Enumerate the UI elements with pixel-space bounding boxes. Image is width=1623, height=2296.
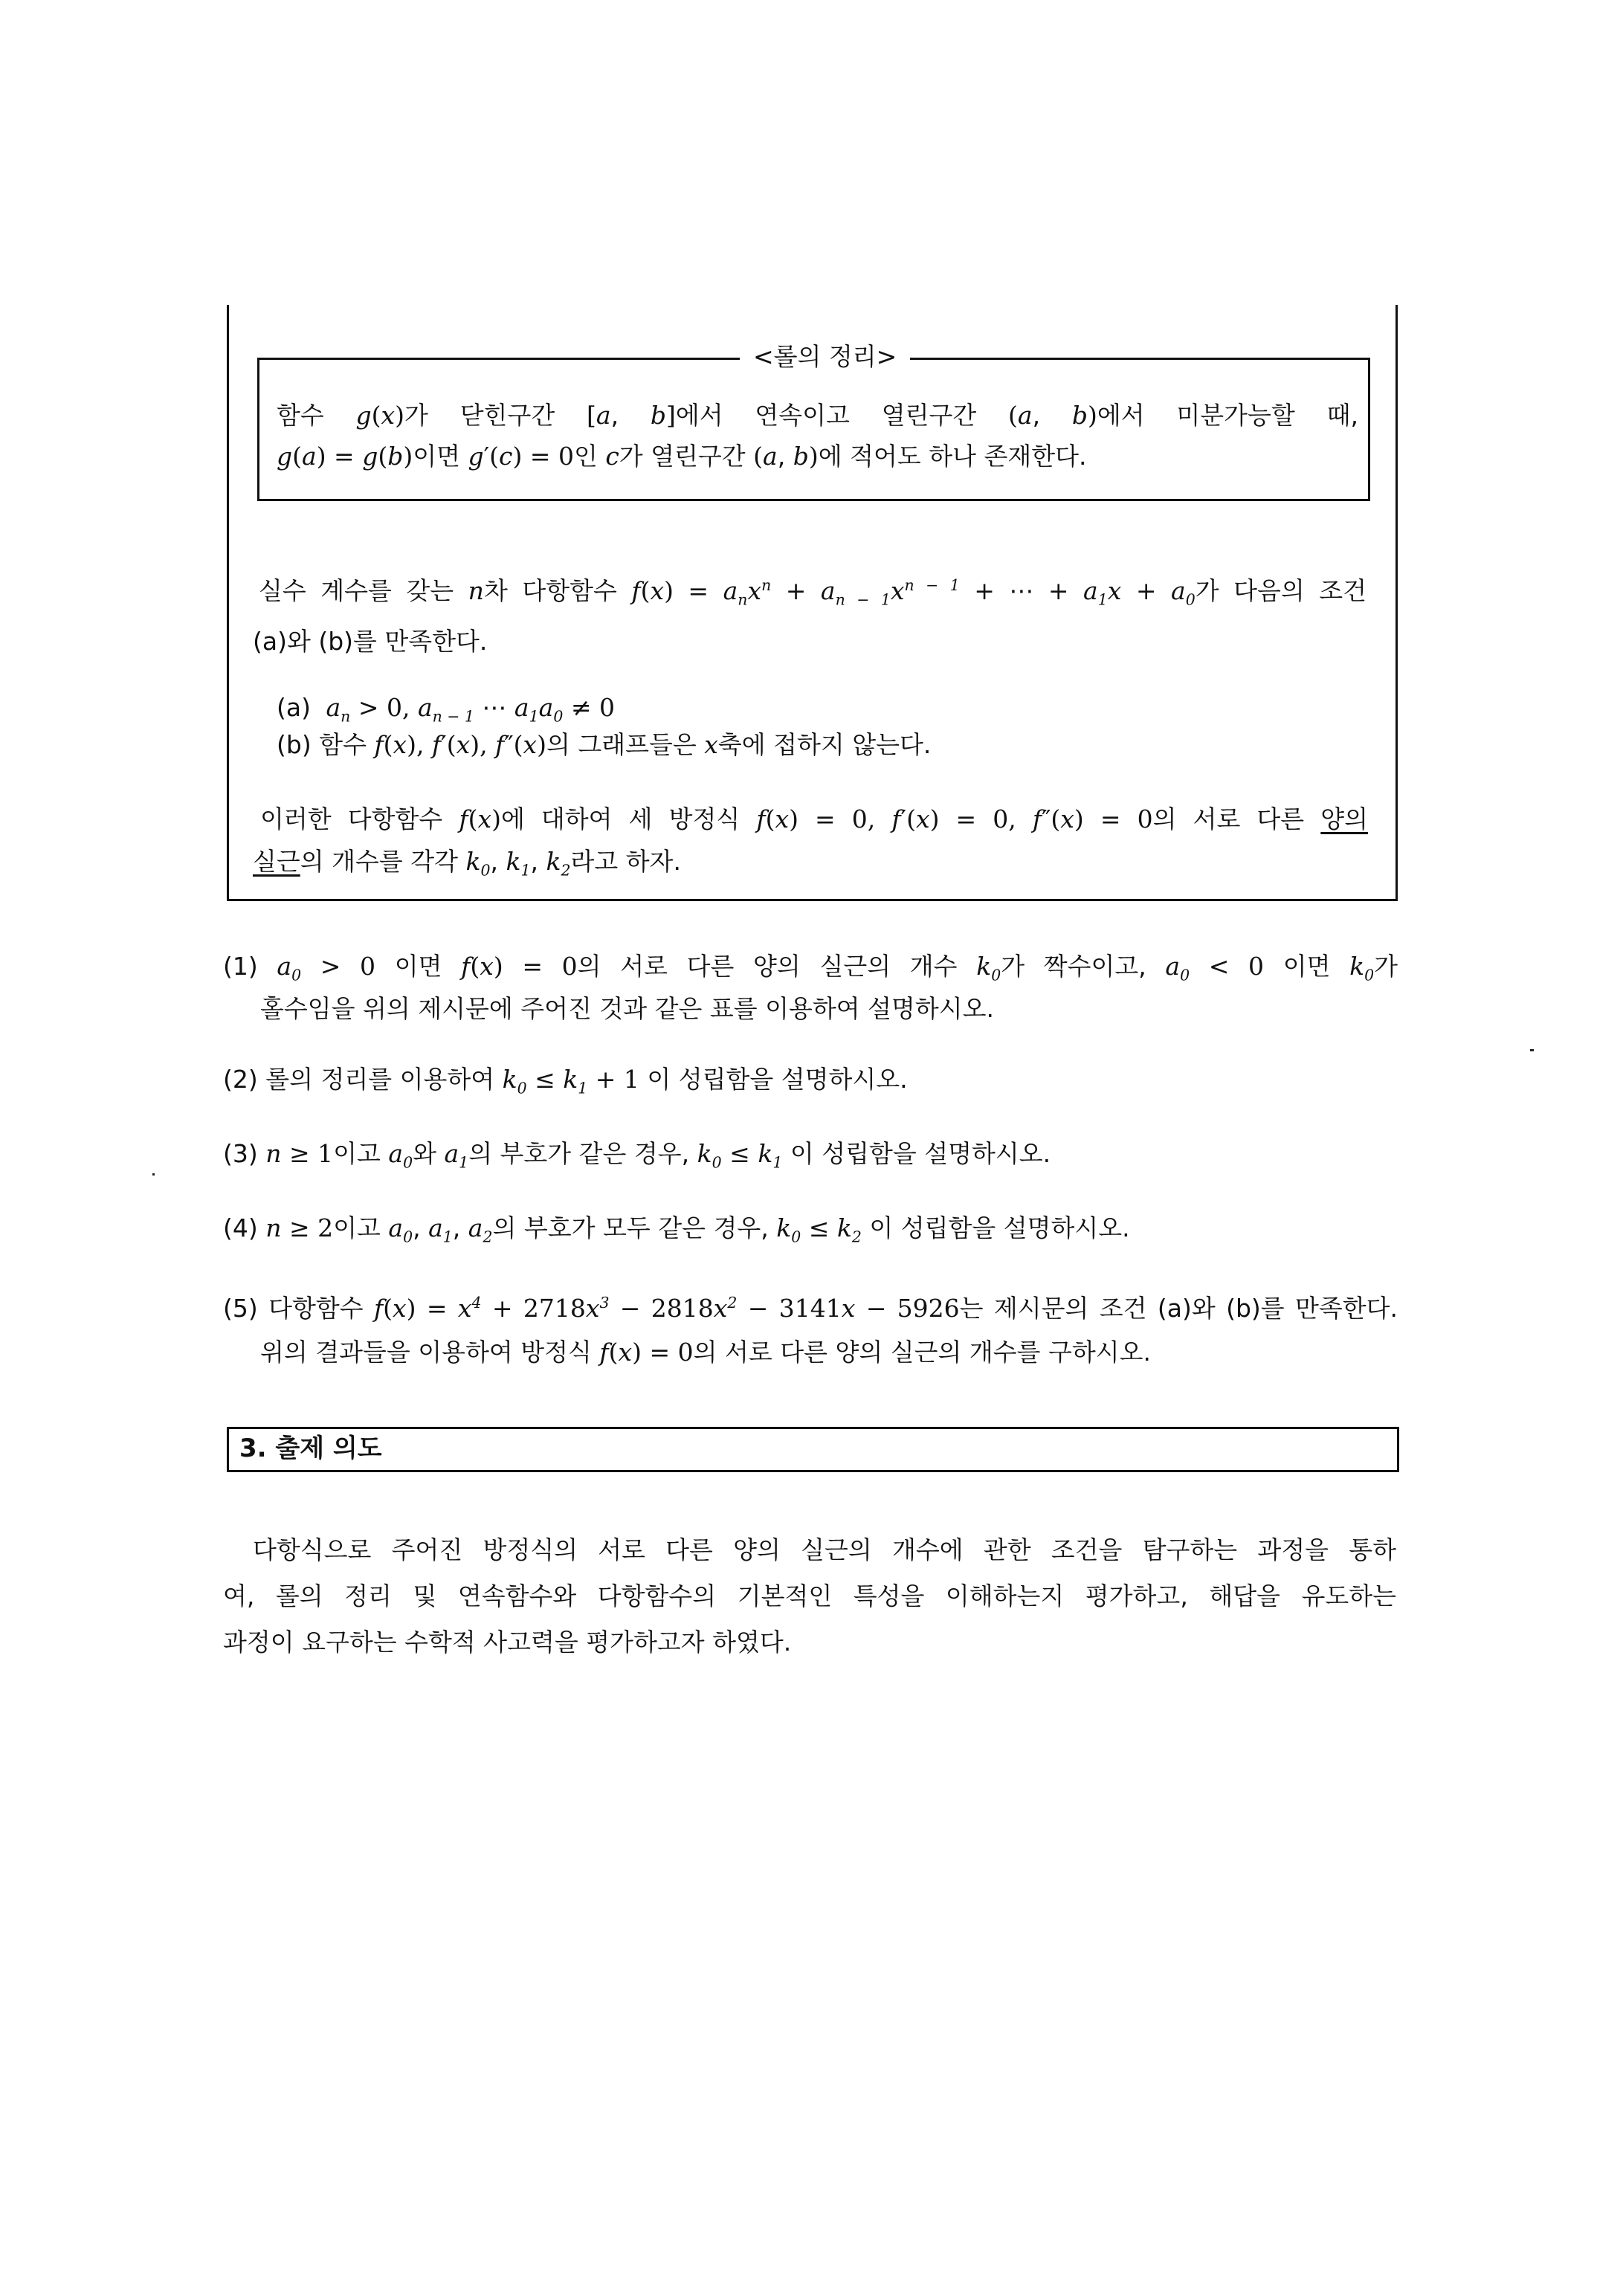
- word: 미분가능할: [1176, 401, 1295, 430]
- rolle-theorem-title: <롤의 정리>: [740, 338, 910, 375]
- scan-speck: [1530, 1049, 1534, 1051]
- underlined-positive: 양의: [1320, 804, 1369, 833]
- word: 닫힌구간: [459, 401, 555, 430]
- definition-line-1: 이러한 다항함수 f(x)에 대하여 세 방정식 f(x) = 0, f′(x) = 0, f″(x) = 0의 서로 다른 양의: [260, 804, 1369, 833]
- word: 함수: [277, 401, 324, 430]
- math: [a, b]에서: [587, 401, 723, 430]
- math: g(x)가: [355, 401, 428, 430]
- word: 열린구간: [881, 401, 977, 430]
- question-5-line-2: 위의 결과들을 이용하여 방정식 f(x) = 0의 서로 다른 양의 실근의 개수를 구하시오.: [260, 1338, 1151, 1367]
- underlined-real-root: 실근: [253, 847, 300, 876]
- question-4: (4) n ≥ 2이고 $a_0$, $a_1$, $a_2$의 부호가 모두 같은 경우, $k_0 \le k_2$ 이 성립함을 설명하시오.: [223, 1213, 1130, 1246]
- section-body-line-1: 다항식으로 주어진 방정식의 서로 다른 양의 실근의 개수에 관한 조건을 탐구하는 과정을 통하: [253, 1535, 1396, 1564]
- intro-line-2: (a)와 (b)를 만족한다.: [253, 627, 488, 656]
- definition-line-2: 실근의 개수를 각각 $k_0$, $k_1$, $k_2$라고 하자.: [253, 847, 682, 880]
- rolle-theorem-line-2: g(a) = g(b)이면 g′(c) = 0인 c가 열린구간 (a, b)에 적어도 하나 존재한다.: [277, 442, 1087, 471]
- question-1-line-1: (1) $a_0 > 0$ 이면 f(x) = 0의 서로 다른 양의 실근의 개수 $k_0$가 짝수이고, $a_0 < 0$ 이면 $k_0$가: [223, 952, 1398, 984]
- section-body-line-3: 과정이 요구하는 수학적 사고력을 평가하고자 하였다.: [223, 1628, 792, 1657]
- word: 연속이고: [755, 401, 850, 430]
- section-body-line-2: 여, 롤의 정리 및 연속함수와 다항함수의 기본적인 특성을 이해하는지 평가하고, 해답을 유도하는: [223, 1581, 1396, 1610]
- question-5-line-1: (5) 다항함수 $f(x) = x^4 + 2718x^3 - 2818x^2 - 3141x - 5926$는 제시문의 조건 (a)와 (b)를 만족한다.: [223, 1294, 1398, 1323]
- condition-a: (a) $a_n > 0$, $a_{n - 1}$ ⋯ $a_1a_0 \ne 0$: [277, 693, 615, 726]
- question-3: (3) n ≥ 1이고 $a_0$와 $a_1$의 부호가 같은 경우, $k_0 \le k_1$ 이 성립함을 설명하시오.: [223, 1139, 1051, 1172]
- question-2: (2) 롤의 정리를 이용하여 $k_0 \le k_1 + 1$ 이 성립함을 설명하시오.: [223, 1065, 908, 1097]
- word: 때,: [1326, 401, 1358, 430]
- question-1-line-2: 홀수임을 위의 제시문에 주어진 것과 같은 표를 이용하여 설명하시오.: [260, 994, 994, 1023]
- rolle-theorem-line-1: [277, 399, 1358, 432]
- condition-b: (b) 함수 f(x), f′(x), f″(x)의 그래프들은 x축에 접하지 않는다.: [277, 730, 932, 759]
- section-header-box: [227, 1427, 1399, 1472]
- math: (a, b)에서: [1008, 401, 1145, 430]
- intro-line-1: 실수 계수를 갖는 n차 다항함수 $f(x) = a_nx^n + a_{n - 1}x^{n - 1}$ + ⋯ + $a_1x + a_0$가 다음의 조건: [259, 576, 1367, 609]
- scan-speck: [152, 1173, 155, 1176]
- section-title: 3. 출제 의도: [239, 1434, 382, 1463]
